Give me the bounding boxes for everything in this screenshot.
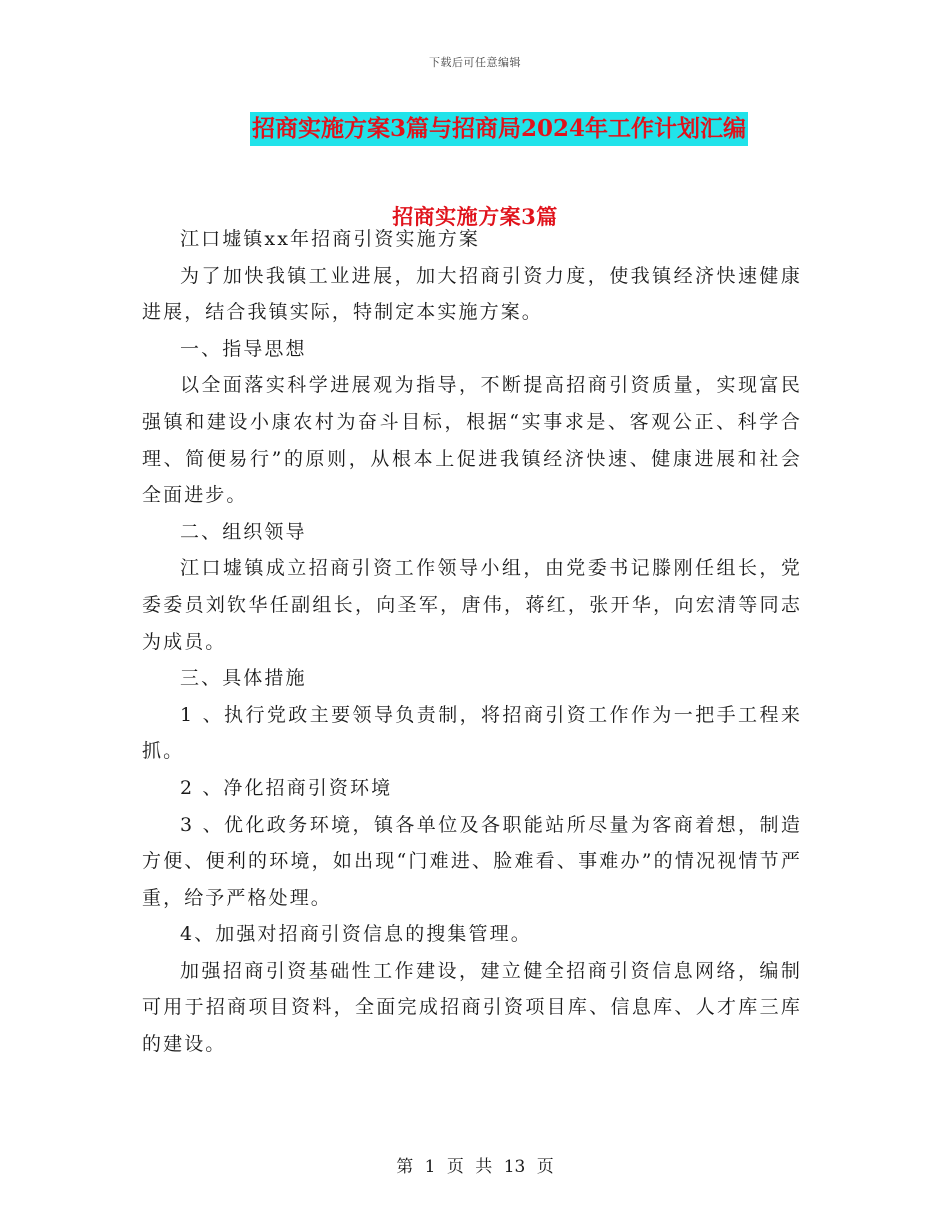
paragraph-heading-guiding-ideology: 一、指导思想 [180, 337, 307, 360]
paragraph-measure-3: 3 、优化政务环境，镇各单位及各职能站所尽量为客商着想，制造方便、便利的环境，如出现“门难进、脸难看、事难办”的情况视情节严重，给予严格处理。 [142, 813, 802, 909]
document-body [142, 221, 802, 1063]
main-title: 招商实施方案3篇与招商局2024年工作计划汇编 [250, 112, 748, 146]
paragraph-guiding-ideology: 以全面落实科学进展观为指导，不断提高招商引资质量，实现富民强镇和建设小康农村为奋斗目标，根据“实事求是、客观公正、科学合理、简便易行”的原则，从根本上促进我镇经济快速、健康进展和社会全面进步。 [142, 374, 802, 507]
section-title: 招商实施方案3篇 [392, 204, 558, 229]
paragraph-measure-2: 2 、净化招商引资环境 [180, 776, 393, 799]
paragraph-measure-4-detail: 加强招商引资基础性工作建设，建立健全招商引资信息网络，编制可用于招商项目资料，全面完成招商引资项目库、信息库、人才库三库的建设。 [142, 959, 802, 1056]
paragraph-intro: 为了加快我镇工业进展，加大招商引资力度，使我镇经济快速健康进展，结合我镇实际，特制定本实施方案。 [142, 264, 802, 324]
paragraph-heading-measures: 三、具体措施 [180, 667, 307, 690]
main-title-container [0, 112, 950, 146]
paragraph-doc-heading: 江口墟镇xx年招商引资实施方案 [180, 228, 480, 250]
paragraph-measure-4: 4、加强对招商引资信息的搜集管理。 [180, 923, 532, 946]
header-note: 下载后可任意编辑 [429, 56, 521, 69]
paragraph-heading-organization: 二、组织领导 [180, 520, 307, 543]
page-footer: 第 1 页 共 13 页 [396, 1157, 554, 1177]
paragraph-organization: 江口墟镇成立招商引资工作领导小组，由党委书记滕刚任组长，党委委员刘钦华任副组长，向圣军，唐伟，蒋红，张开华，向宏清等同志为成员。 [142, 557, 802, 653]
paragraph-measure-1: 1 、执行党政主要领导负责制，将招商引资工作作为一把手工程来抓。 [142, 703, 802, 763]
